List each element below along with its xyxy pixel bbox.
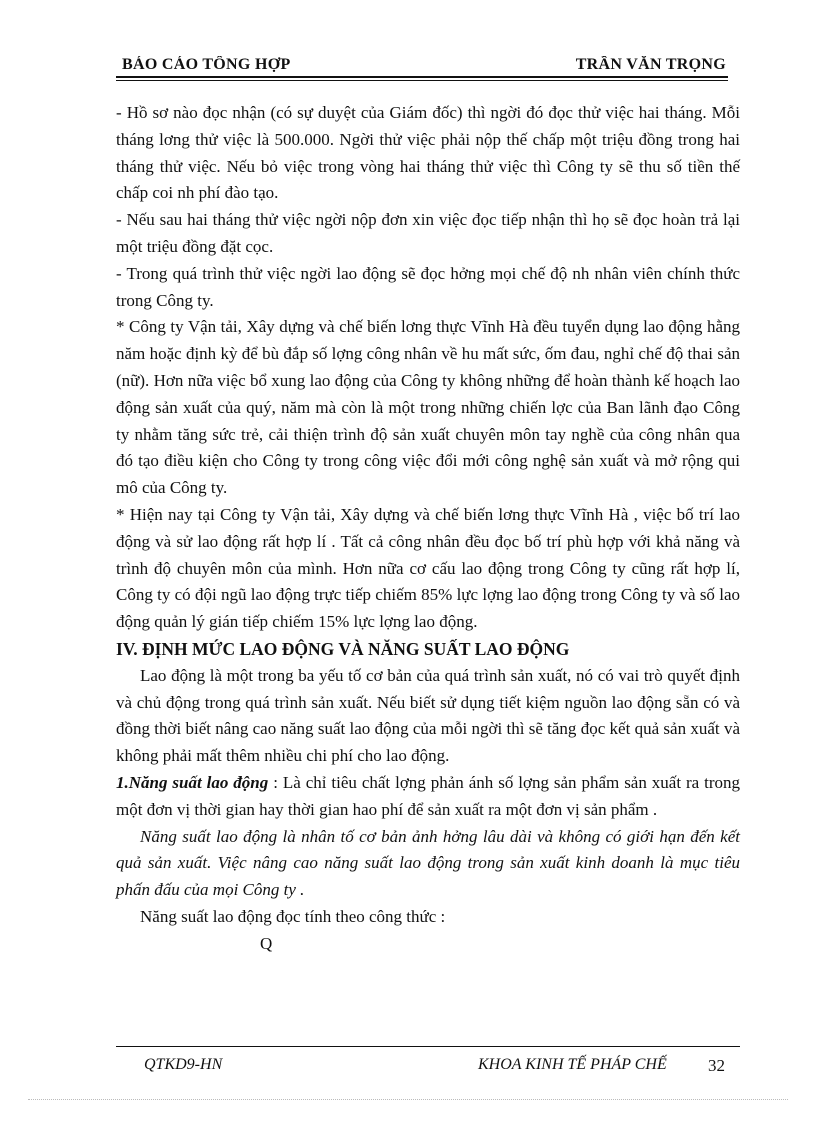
paragraph-recruitment: * Công ty Vận tải, Xây dựng và chế biến lơng thực Vĩnh Hà đều tuyển dụng lao động hằng năm hoặc định kỳ để bù đắp số lợng công nhân về hu mất sức, ốm đau, nghỉ chế độ thai sản (nữ). Hơn nữa việc bổ xung lao động của Công ty không những để hoàn thành kế hoạch lao động sản xuất của quý, năm mà còn là một trong những chiến lợc của Ban lãnh đạo Công ty nhằm tăng sức trẻ, cải thiện trình độ sản xuất chuyên môn tay nghề của công nhân qua đó tạo điều kiện cho Công ty trong công việc đổi mới công nghệ sản xuất và mở rộng qui mô của Công ty. (116, 317, 740, 498)
italic-paragraph: Năng suất lao động là nhân tố cơ bản ảnh hởng lâu dài và không có giới hạn đến kết quả sản xuất. Việc nâng cao năng suất lao động trong sản xuất kinh doanh là mục tiêu phấn đấu của mọi Công ty . (116, 826, 740, 900)
header-author: TRẦN VĂN TRỌNG (575, 56, 726, 73)
page-number: 32 (708, 1056, 725, 1075)
paragraph-probation-dossier: - Hồ sơ nào đọc nhận (có sự duyệt của Giám đốc) thì ngời đó đọc thử việc hai tháng. Mỗi tháng lơng thử việc là 500.000. Ngời thử việc phải nộp thế chấp một triệu đồng trong hai tháng thử việc. Nếu bỏ việc trong vòng hai tháng thử việc thì Công ty sẽ thu số tiền thế chấp coi nh phí đào tạo. (116, 103, 740, 203)
footer-rule (116, 1046, 740, 1047)
paragraph-labor-allocation: * Hiện nay tại Công ty Vận tải, Xây dựng và chế biến lơng thực Vĩnh Hà , việc bố trí lao động và sử lao động rất hợp lí . Tất cả công nhân đều đọc bố trí phù hợp với khả năng và trình độ chuyên môn của mình. Hơn nữa cơ cấu lao động trong Công ty cũng rất hợp lí, Công ty có đội ngũ lao động trực tiếp chiếm 85% lực lợng lao động trong Công ty và số lao động quản lý gián tiếp chiếm 15% lực lợng lao động. (116, 504, 740, 632)
formula-intro: Năng suất lao động đọc tính theo công thức : (140, 906, 446, 926)
header-left-title: BÁO CÁO TỔNG HỢP (122, 56, 291, 73)
header-rule-thin (116, 80, 728, 81)
subsection-productivity (116, 770, 740, 824)
document-body (116, 100, 740, 958)
page-header (116, 56, 728, 76)
subsection-label: 1.Năng suất lao động (116, 772, 269, 792)
header-rule-thick (116, 76, 728, 78)
subsection-text: : Là chỉ tiêu chất lợng phản ánh số lợng sản phẩm sản xuất ra trong một đơn vị thời gian hay thời gian hao phí để sản xuất ra một đơn vị sản phẩm . (116, 772, 741, 819)
footer-class-code: QTKD9-HN (144, 1056, 223, 1073)
section-heading: IV. ĐỊNH MỨC LAO ĐỘNG VÀ NĂNG SUẤT LAO ĐỘNG (116, 638, 570, 659)
page-bottom-dotted-line (28, 1099, 788, 1100)
section-intro: Lao động là một trong ba yếu tố cơ bản của quá trình sản xuất, nó có vai trò quyết định và chủ động trong quá trình sản xuất. Nếu biết sử dụng tiết kiệm nguồn lao động sẵn có và đồng thời biết nâng cao năng suất lao động của mỗi ngời thì sẽ tăng đọc kết quả sản xuất và không phải mất thêm nhiều chi phí cho lao động. (116, 665, 740, 766)
footer-faculty: KHOA KINH TẾ PHÁP CHẾ (478, 1056, 667, 1073)
paragraph-probation-benefits: - Trong quá trình thử việc ngời lao động sẽ đọc hởng mọi chế độ nh nhân viên chính thức trong Công ty. (116, 263, 740, 310)
formula-numerator: Q (260, 933, 273, 953)
paragraph-deposit-refund: - Nếu sau hai tháng thử việc ngời nộp đơn xin việc đọc tiếp nhận thì họ sẽ đọc hoàn trả lại một triệu đồng đặt cọc. (116, 210, 740, 256)
